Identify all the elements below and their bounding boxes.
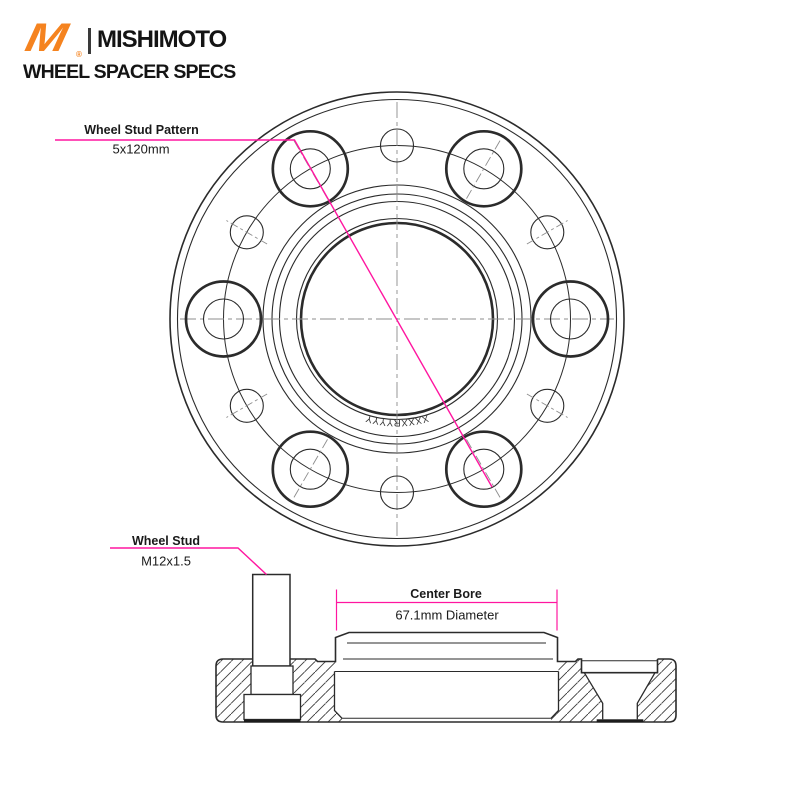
stud-pattern-value: 5x120mm (112, 141, 170, 157)
annotation-leaders (55, 140, 557, 631)
part-marking-text: XXXXRYYYY (364, 412, 430, 428)
registered-mark: ® (76, 50, 82, 59)
wheel-stud-shape (244, 575, 301, 720)
page-title: WHEEL SPACER SPECS (23, 61, 236, 83)
stud-pattern-leader-line (55, 140, 492, 487)
lug-hole-bottom-edge (597, 719, 644, 722)
wheel-stud-value: M12x1.5 (141, 553, 191, 568)
brand-name: MISHIMOTO (97, 26, 227, 53)
wheel-stud-label: Wheel Stud (131, 533, 201, 548)
center-bore-value: 67.1mm Diameter (395, 607, 499, 623)
center-bore-label: Center Bore (410, 586, 482, 601)
mishimoto-logo-icon: M (21, 16, 72, 60)
stud-head-bottom-edge (244, 720, 301, 723)
stud-pattern-label: Wheel Stud Pattern (84, 122, 199, 137)
